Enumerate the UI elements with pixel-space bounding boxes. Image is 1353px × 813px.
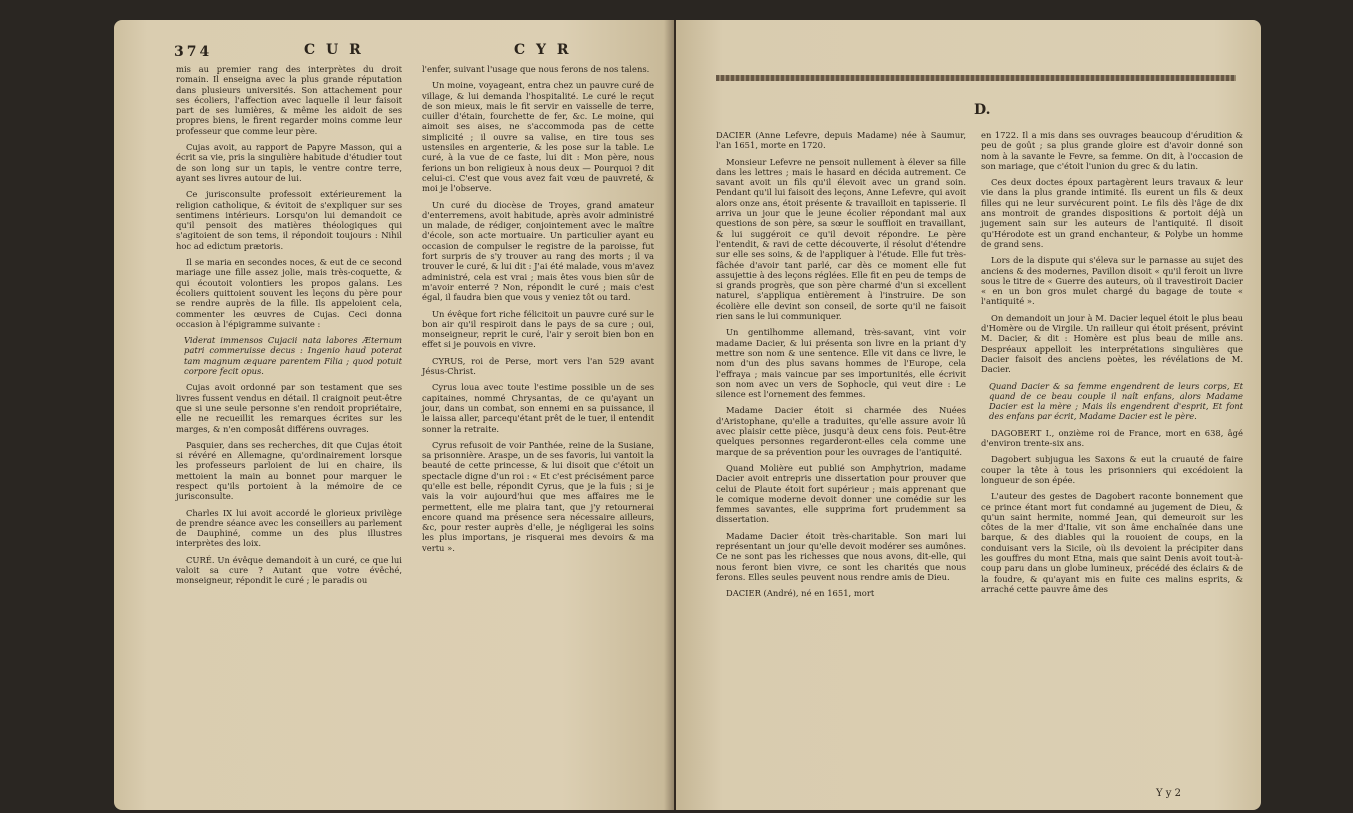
right-column-1: [716, 130, 966, 802]
paragraph: Un gentilhomme allemand, très-savant, vint voir madame Dacier, & lui présenta son livre en la priant d'y mettre son nom & une sentence. Elle vit dans ce livre, le nom d'un des plus savans hommes de l'Europe, cela l'effraya ; mais vaincue par ses importunités, elle écrivit son nom avec un vers de Sophocle, qui veut dire : Le silence est l'ornement des femmes.: [716, 327, 966, 400]
paragraph: Cujas avoit ordonné par son testament que ses livres fussent vendus en détail. Il craignoit peut-être que si une seule personne s'en rendoit propriétaire, elle ne recueillit les remarques écrites sur les marges, & n'en composât différens ouvrages.: [176, 382, 402, 434]
paragraph: On demandoit un jour à M. Dacier lequel étoit le plus beau d'Homère ou de Virgile. Un railleur qui étoit présent, prévint M. Dacier, & dit : Homère est plus beau de mille ans. Despréaux appelloit les interprétations singulières que Dacier faisoit des anciens poètes, les révélations de M. Dacier.: [981, 312, 1243, 375]
paragraph: Lors de la dispute qui s'éleva sur le parnasse au sujet des anciens & des modernes, Pavillon disoit « qu'il feroit un livre sous le titre de « Guerre des auteurs, où il travestiroit Dacier « en un bon gros mulet chargé du bagage de toute « l'antiquité ».: [981, 255, 1243, 307]
paragraph: DAGOBERT I., onzième roi de France, mort en 638, âgé d'environ trente-six ans.: [981, 427, 1243, 449]
paragraph: Madame Dacier étoit très-charitable. Son mari lui représentant un jour qu'elle devoit modérer ses aumônes. Ce ne sont pas les richesses que nous avons, dit-elle, qui nous feront bien vivre, ce sont les charités que nous ferons. Elles seules peuvent nous rendre amis de Dieu.: [716, 530, 966, 582]
paragraph: Cyrus loua avec toute l'estime possible un de ses capitaines, nommé Chrysantas, de ce qu'ayant un jour, dans un combat, son ennemi en sa puissance, il le laissa aller, parcequ'étant prêt de le tuer, il entendit sonner la retraite.: [422, 382, 654, 434]
paragraph: Cyrus refusoit de voir Panthée, reine de la Susiane, sa prisonnière. Araspe, un de ses favoris, lui vantoit la beauté de cette princesse, & lui disoit que c'étoit un spectacle digne d'un roi : « Et c'est précisément parce qu'elle est belle, répondit Cyrus, que je la fuis ; si je vais la voir aujourd'hui que mes affaires me le permettent, elle me plaira tant, que j'y retournerai encore quand ma présence sera nécessaire ailleurs, &c, pour rester auprès d'elle, je négligerai les soins les plus importans, je risquerai mes devoirs & ma vertu ».: [422, 439, 654, 553]
left-column-1: [176, 64, 402, 804]
paragraph: Ce jurisconsulte professoit extérieurement la religion catholique, & évitoit de s'expliquer sur ses sentimens intérieurs. Lorsqu'on lui demandoit ce qu'il pensoit des matières théologiques qui s'agitoient de son tems, il répondoit toujours : Nihil hoc ad edictum prætoris.: [176, 189, 402, 251]
paragraph: Quand Dacier & sa femme engendrent de leurs corps, Et quand de ce beau couple il naît enfans, alors Madame Dacier est la mère ; Mais ils engendrent d'esprit, Et font des enfans par écrit, Madame Dacier est le père.: [989, 380, 1243, 422]
paragraph: Charles IX lui avoit accordé le glorieux privilège de prendre séance avec les conseillers au parlement de Dauphiné, comme un des plus illustres interprètes des loix.: [176, 507, 402, 549]
paragraph: Ces deux doctes époux partagèrent leurs travaux & leur vie dans la plus grande intimité. Ils eurent un fils & deux filles qui ne leur survécurent point. Le fils dès l'âge de dix ans montroit de grandes dispositions & portoit déjà un jugement sain sur les auteurs de l'antiquité. Il disoit qu'Hérodote est un grand enchanteur, & Polybe un homme de grand sens.: [981, 177, 1243, 249]
left-page: [114, 20, 674, 810]
signature-mark: Y y 2: [1156, 788, 1181, 799]
paragraph: Quand Molière eut publié son Amphytrion, madame Dacier avoit entrepris une dissertation pour prouver que celui de Plaute étoit fort supérieur ; mais apprenant que le comique moderne devoit donner une comédie sur les femmes savantes, elle supprima fort prudemment sa dissertation.: [716, 462, 966, 525]
paragraph: Viderat immensos Cujacii nata labores Æternum patri commeruisse decus : Ingenio haud poterat tam magnum æquare parentem Filia ; quod potuit corpore fecit opus.: [184, 335, 402, 377]
paragraph: Madame Dacier étoit si charmée des Nuées d'Aristophane, qu'elle a traduites, qu'elle assure avoir lû avec plaisir cette pièce, jusqu'à deux cens fois. Peut-être quelques personnes regarderont-elles cela comme une marque de sa prévention pour les ouvrages de l'antiquité.: [716, 405, 966, 457]
paragraph: Un moine, voyageant, entra chez un pauvre curé de village, & lui demanda l'hospitalité. Le curé le reçut de son mieux, mais le fit servir en vaisselle de terre, cuiller d'étain, fourchette de fer, &c. Le moine, qui aimoit ses aises, ne s'accommoda pas de cette simplicité ; il ouvre sa valise, en tire tous ses ustensiles en argenterie, & les pose sur la table. Le curé, à la vue de ce faste, lui dit : Mon père, nous ferions un bon religieux à nous deux — Pourquoi ? dit celui-ci. C'est que vous avez fait vœu de pauvreté, & moi je l'observe.: [422, 80, 654, 194]
paragraph: mis au premier rang des interprètes du droit romain. Il enseigna avec la plus grande réputation dans plusieurs universités. Son attachement pour ses écoliers, l'affection avec laquelle il leur faisoit part de ses lumières, & même les aidoit de ses propres biens, le firent regarder moins comme leur professeur que comme leur père.: [176, 64, 402, 136]
ornamental-band: [716, 75, 1236, 81]
open-book: [96, 20, 1266, 810]
paragraph: en 1722. Il a mis dans ses ouvrages beaucoup d'érudition & peu de goût ; sa plus grande gloire est d'avoir donné son nom à la savante le Fevre, sa femme. On dit, à l'occasion de son mariage, que c'étoit l'union du grec & du latin.: [981, 130, 1243, 171]
paragraph: l'enfer, suivant l'usage que nous ferons de nos talens.: [422, 64, 650, 74]
paragraph: DACIER (Anne Lefevre, depuis Madame) née à Saumur, l'an 1651, morte en 1720.: [716, 130, 966, 151]
left-column-2: [422, 64, 654, 804]
paragraph: Il se maria en secondes noces, & eut de ce second mariage une fille assez jolie, mais très-coquette, & qui écoutoit volontiers les propos galans. Les écoliers quittoient souvent les leçons du père pour se rendre auprès de la fille. Ils appeloient cela, commenter les œuvres de Cujas. Ceci donna occasion à l'épigramme suivante :: [176, 257, 402, 329]
running-head-left: C U R: [304, 42, 364, 58]
paragraph: Cujas avoit, au rapport de Papyre Masson, qui a écrit sa vie, pris la singulière habitude d'étudier tout de son long sur un tapis, le ventre contre terre, ayant ses livres autour de lui.: [176, 142, 402, 183]
right-column-2: [981, 130, 1243, 790]
paragraph: Un curé du diocèse de Troyes, grand amateur d'enterremens, avoit habitude, après avoir administré un malade, de rédiger, conjointement avec le maître d'école, son acte mortuaire. Un particulier ayant eu occasion de compulser le registre de la paroisse, fut fort surpris de s'y trouver au rang des morts ; il va trouver le curé, & lui dit : J'ai été malade, vous m'avez administré, cela est vrai ; mais êtes vous bien sûr de m'avoir enterré ? Non, répondit le curé ; mais c'est égal, il faudra bien que vous y veniez tôt ou tard.: [422, 199, 654, 303]
running-head-right: C Y R: [514, 42, 572, 58]
right-page: [676, 20, 1261, 810]
paragraph: CYRUS, roi de Perse, mort vers l'an 529 avant Jésus-Christ.: [422, 355, 654, 377]
paragraph: Un évêque fort riche félicitoit un pauvre curé sur le bon air qu'il respiroit dans le pays de sa cure ; oui, monseigneur, reprit le curé, l'air y seroit bien bon en effet si je pouvois en vivre.: [422, 308, 654, 350]
paragraph: L'auteur des gestes de Dagobert raconte bonnement que ce prince étant mort fut condamné au jugement de Dieu, & qu'un saint hermite, nommé Jean, qui demeuroit sur les côtes de la mer d'Italie, vit son âme enchaînée dans une barque, & des diables qui la rouoient de coups, en la conduisant vers la Sicile, où ils devoient la précipiter dans les gouffres du mont Etna, mais que saint Denis avoit tout-à-coup paru dans un globe lumineux, précédé des éclairs & de la foudre, & qu'ayant mis en fuite ces malins esprits, & arraché cette pauvre âme des: [981, 491, 1243, 594]
section-letter: D.: [974, 102, 991, 118]
paragraph: CURÉ. Un évêque demandoit à un curé, ce que lui valoit sa cure ? Autant que votre évêché, monseigneur, répondit le curé ; le paradis ou: [176, 554, 402, 586]
paragraph: DACIER (André), né en 1651, mort: [726, 588, 875, 599]
page-number: 374: [174, 44, 213, 60]
paragraph: Pasquier, dans ses recherches, dit que Cujas étoit si révéré en Allemagne, qu'ordinairement lorsque les professeurs parloient de lui en chaire, ils mettoient la main au bonnet pour marquer le respect qu'ils portoient à la mémoire de ce jurisconsulte.: [176, 439, 402, 502]
paragraph: Monsieur Lefevre ne pensoit nullement à élever sa fille dans les lettres ; mais le hasard en décida autrement. Ce savant avoit un fils qu'il élevoit avec un grand soin. Pendant qu'il lui faisoit des leçons, Anne Lefevre, qui avoit alors onze ans, étoit présente & travailloit en tapisserie. Il arriva un jour que le jeune écolier répondant mal aux questions de son père, sa sœur le souffloit en travaillant, & lui suggéroit ce qu'il devoit répondre. Le père l'entendit, & ravi de cette découverte, il résolut d'étendre sur elle ses soins, & de l'appliquer à l'étude. Elle fut très-fâchée d'avoir tant parlé, car dès ce moment elle fut assujettie à des leçons réglées. Elle fit en peu de temps de si grands progrès, que son père charmé d'un si excellent naturel, s'appliqua entièrement à l'instruire. De son écolière elle devint son conseil, de sorte qu'il ne faisoit rien sans le lui communiquer.: [716, 156, 966, 322]
paragraph: Dagobert subjugua les Saxons & eut la cruauté de faire couper la tête à tous les prisonniers qui excédoient la longueur de son épée.: [981, 454, 1243, 485]
